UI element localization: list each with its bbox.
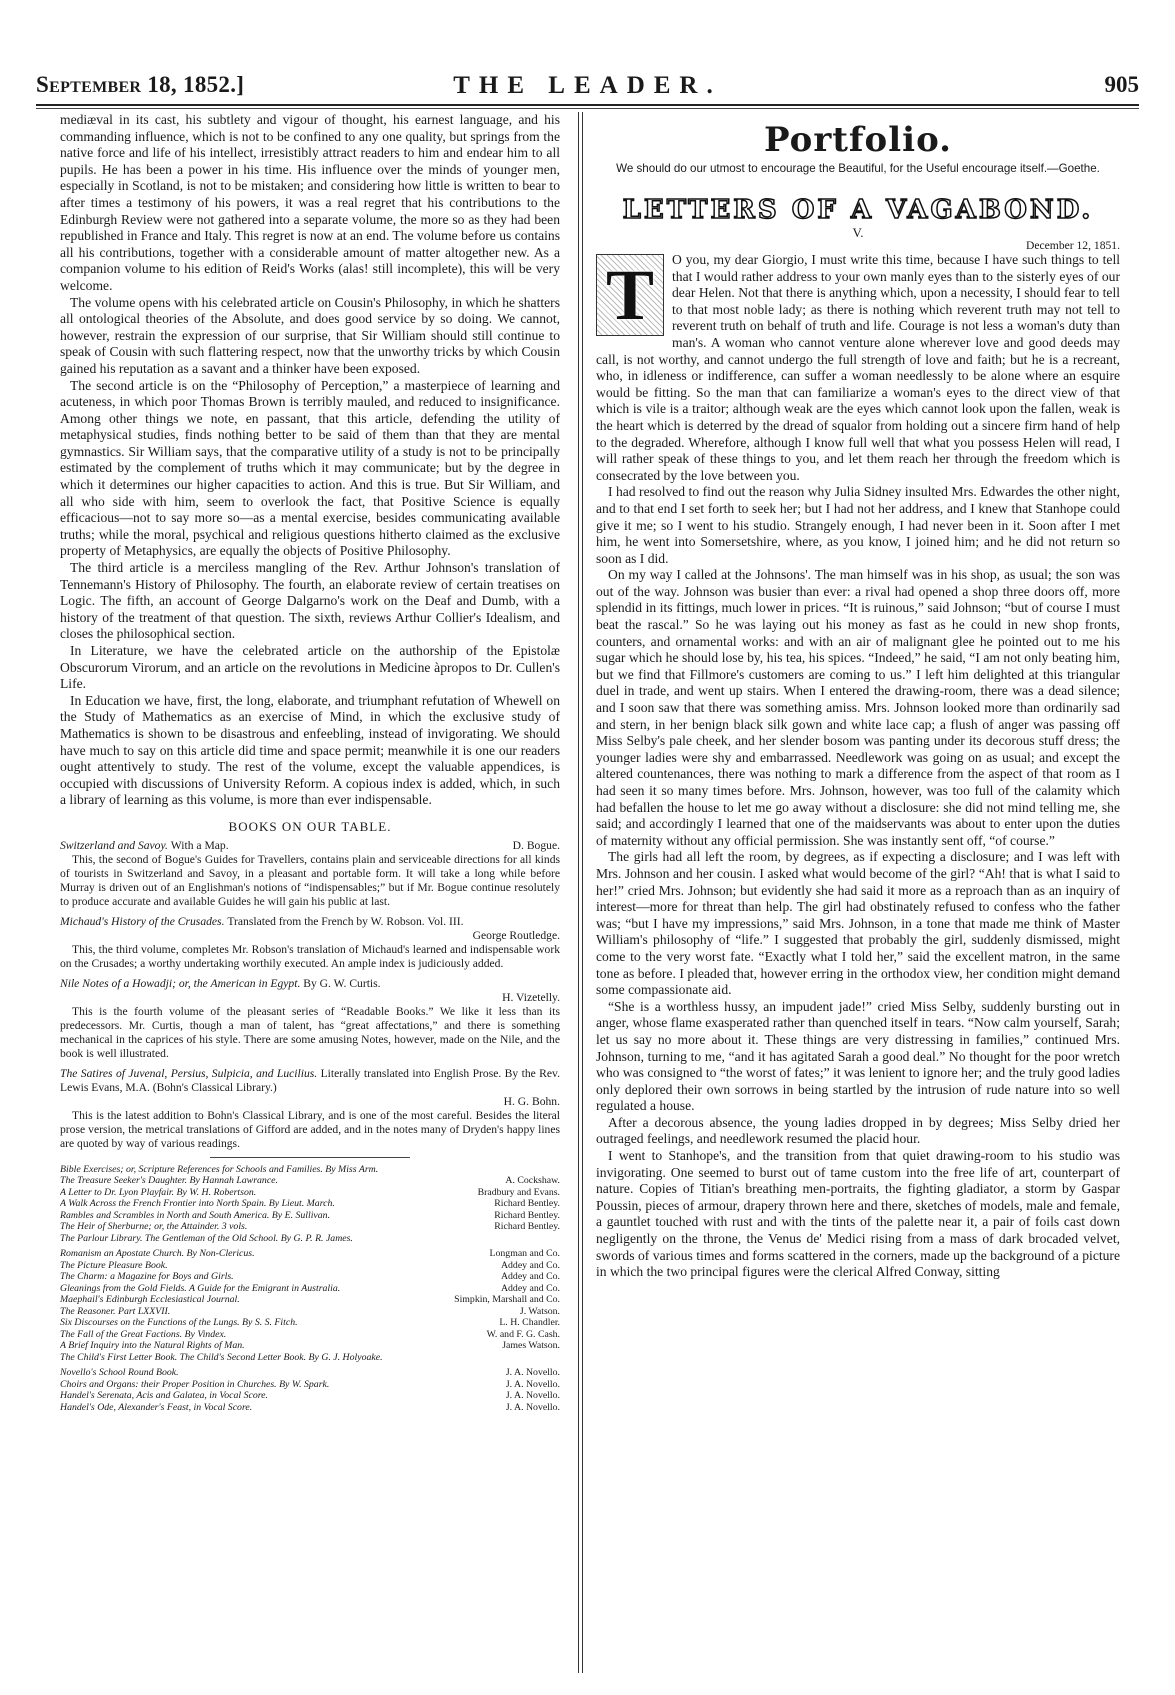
book-entry	[60, 839, 560, 909]
list-item	[60, 1175, 560, 1187]
book-entry	[60, 915, 560, 971]
list-item-title: Bible Exercises; or, Scripture References for Schools and Families. By Miss Arm.	[60, 1163, 379, 1175]
book-extra: With a Map.	[170, 838, 229, 852]
book-publisher: George Routledge.	[472, 928, 560, 942]
list-item-publisher: Longman and Co.	[486, 1248, 560, 1260]
right-column	[596, 112, 1120, 1281]
book-review: This is the latest addition to Bohn's Classical Library, and is one of the most careful. Besides the literal prose version, the metrical translations of Gifford are added, and in the notes many of Dryden's happy lines are quoted by way of various readings.	[60, 1108, 560, 1150]
article-paragraph: In Literature, we have the celebrated article on the authorship of the Epistolæ Obscurorum Virorum, and an article on the revolutions in Medicine àpropos to Dr. Cullen's Life.	[60, 643, 560, 692]
list-item	[60, 1329, 560, 1341]
book-title: Michaud's History of the Crusades.	[60, 914, 225, 928]
book-publisher: H. G. Bohn.	[503, 1094, 560, 1108]
book-title: The Satires of Juvenal, Persius, Sulpicia, and Lucilius.	[60, 1066, 318, 1080]
list-item	[60, 1210, 560, 1222]
list-item	[60, 1164, 560, 1176]
book-entry	[60, 977, 560, 1061]
book-extra: Translated from the French by W. Robson. Vol. III.	[227, 914, 464, 928]
book-review: This, the third volume, completes Mr. Robson's translation of Michaud's learned and indispensable work on the Crusades; a worthy undertaking worthily executed. An ample index is judiciously added.	[60, 942, 560, 970]
section-rule	[210, 1157, 410, 1158]
list-item-publisher: L. H. Chandler.	[495, 1317, 560, 1329]
book-extra: Literally translated into English Prose. By the Rev. Lewis Evans, M.A. (Bohn's Classical Library.)	[60, 1066, 560, 1094]
column-divider	[578, 112, 579, 1673]
list-item-title: Choirs and Organs: their Proper Position in Churches. By W. Spark.	[60, 1378, 330, 1390]
book-entry	[60, 1067, 560, 1151]
list-item-title: Maephail's Edinburgh Ecclesiastical Journal.	[60, 1294, 240, 1306]
list-item-publisher: J. A. Novello.	[502, 1379, 560, 1391]
list-item	[60, 1352, 560, 1364]
list-item	[60, 1317, 560, 1329]
book-heading	[60, 915, 560, 929]
letter-paragraph	[596, 252, 1120, 484]
letter-paragraph: The girls had all left the room, by degrees, as if expecting a disclosure; and I was left with Mrs. Johnson and her cousin. I asked what would become of the girl? “Ah! that is what I said to her!” cried Mrs. Johnson; but evidently she had said it more as a reproach than as an inquiry of interest—more for threat than help. The girl had obstinately refused to confess who the father was; “but I have my impressions,” said Mrs. Johnson, in a tone that made me think of Master William's philosophy of “life.” I suggested that probably the girl, suddenly dismissed, might come to the very worst fate. “Exactly what I told her,” said the excellent matron, in the same tone as before. I pleaded that, however erring in the orthodox view, her condition might demand some compassionate aid.	[596, 849, 1120, 998]
list-item-title: Rambles and Scrambles in North and South America. By E. Sullivan.	[60, 1209, 331, 1221]
list-item-title: A Letter to Dr. Lyon Playfair. By W. H. Robertson.	[60, 1186, 257, 1198]
list-item	[60, 1390, 560, 1402]
list-item-title: The Treasure Seeker's Daughter. By Hannah Lawrance.	[60, 1175, 278, 1187]
page-header	[36, 72, 1139, 102]
letter-paragraph: After a decorous absence, the young ladies dropped in by degrees; Miss Selby dried her outraged feelings, and needlework resumed the placid hour.	[596, 1114, 1120, 1147]
book-publisher: H. Vizetelly.	[502, 990, 560, 1004]
list-item-title: Handel's Ode, Alexander's Feast, in Vocal Score.	[60, 1401, 253, 1413]
article-paragraph: The volume opens with his celebrated article on Cousin's Philosophy, in which he shatters all ontological theories of the Absolute, and does good service by so doing. We cannot, however, restrain the expression of our surprise, that Sir William should still continue to speak of Cousin with such flattering respect, now that the unworthy tricks by which Cousin gained his reputation as a savant and a thinker have been exposed.	[60, 294, 560, 376]
list-item-publisher: J. A. Novello.	[502, 1390, 560, 1402]
list-item-title: A Brief Inquiry into the Natural Rights of Man.	[60, 1340, 245, 1352]
list-item-publisher: A. Cockshaw.	[501, 1175, 560, 1187]
list-item-title: Gleanings from the Gold Fields. A Guide for the Emigrant in Australia.	[60, 1282, 341, 1294]
list-item-title: The Charm: a Magazine for Boys and Girls.	[60, 1271, 234, 1283]
list-item	[60, 1187, 560, 1199]
list-item	[60, 1294, 560, 1306]
list-item	[60, 1198, 560, 1210]
list-item-title: The Child's First Letter Book. The Child's Second Letter Book. By G. J. Holyoake.	[60, 1351, 383, 1363]
letter-paragraph: I went to Stanhope's, and the transition from that quiet drawing-room to his studio was invigorating. One seemed to burst out of tame custom into the free life of art, counterpart of nature. Copies of Titian's breathing men-portraits, the fighting gladiator, a storm by Gaspar Poussin, pieces of armour, drapery thrown here and there, sketches of models, male and female, a gauntlet touched with rust and with the tints of the palette near it, a pair of foils cast down negligently on the throne, the Venus de' Medici rising from a mass of dark brocaded velvet, swords of various times and forms scattered in the corners, made up the background of a picture in which the two principal figures were the clerical Alfred Conway, sitting	[596, 1148, 1120, 1280]
book-review: This is the fourth volume of the pleasant series of “Readable Books.” We like it less than its predecessors. Mr. Curtis, though a man of talent, has “great affectations,” and there is something mechanical in the caprices of his style. There are some amusing Notes, however, made on the Nile, and the book is well illustrated.	[60, 1004, 560, 1060]
list-item-title: The Parlour Library. The Gentleman of the Old School. By G. P. R. James.	[60, 1232, 353, 1244]
header-date: September 18, 1852.]	[36, 72, 245, 97]
list-item	[60, 1340, 560, 1352]
book-publisher: D. Bogue.	[512, 838, 560, 852]
header-rule-thin	[36, 108, 1139, 109]
list-item-title: Six Discourses on the Functions of the Lungs. By S. S. Fitch.	[60, 1317, 298, 1329]
book-title: Nile Notes of a Howadji; or, the American in Egypt.	[60, 976, 301, 990]
header-title: THE LEADER.	[453, 72, 722, 99]
drop-cap	[596, 254, 664, 336]
list-item-title: Romanism an Apostate Church. By Non-Clericus.	[60, 1248, 255, 1260]
list-item-title: Novello's School Round Book.	[60, 1367, 179, 1379]
list-item-publisher: J. A. Novello.	[502, 1367, 560, 1379]
list-item-publisher: W. and F. G. Cash.	[483, 1329, 560, 1341]
book-title: Switzerland and Savoy.	[60, 838, 168, 852]
list-item	[60, 1271, 560, 1283]
list-item	[60, 1402, 560, 1414]
list-item-title: The Picture Pleasure Book.	[60, 1259, 168, 1271]
article-paragraph: In Education we have, first, the long, elaborate, and triumphant refutation of Whewell on the Study of Mathematics as an exercise of Mind, in which the exclusive study of Mathematics is shown to be disastrous and enfeebling, instead of invigorating. We should have much to say on this article did time and space permit; meanwhile it is one our readers ought attentively to study. The rest of the volume, except the valuable appendices, is occupied with discussions of University Reform. A copious index is added, which, in such a library of learning as this volume, is more than ever indispensable.	[60, 692, 560, 808]
list-item-title: The Heir of Sherburne; or, the Attainder. 3 vols.	[60, 1221, 248, 1233]
books-section-title: BOOKS ON OUR TABLE.	[228, 818, 392, 834]
list-item	[60, 1379, 560, 1391]
list-item	[60, 1260, 560, 1272]
list-item-publisher: J. Watson.	[516, 1306, 560, 1318]
list-item-title: Handel's Serenata, Acis and Galatea, in Vocal Score.	[60, 1390, 268, 1402]
drop-cap-letter: T	[605, 255, 655, 335]
portfolio-heading: Portfolio.	[763, 120, 952, 160]
list-item-publisher: Addey and Co.	[497, 1283, 560, 1295]
list-item-publisher: Simpkin, Marshall and Co.	[450, 1294, 560, 1306]
list-item	[60, 1306, 560, 1318]
list-item	[60, 1233, 560, 1245]
letter-date: December 12, 1851.	[1025, 239, 1120, 252]
book-heading	[60, 977, 560, 991]
review-article	[60, 112, 560, 809]
list-item-publisher: Richard Bentley.	[490, 1221, 560, 1233]
book-review: This, the second of Bogue's Guides for Travellers, contains plain and serviceable directions for all kinds of tourists in Switzerland and Savoy, in a pleasant and portable form. It will take a long while before Murray is driven out of an Englishman's notions of “indispensables;” but if Mr. Bogue continue resolutely to produce accurate and available Guides he will gain his public at last.	[60, 852, 560, 908]
article-paragraph: The second article is on the “Philosophy of Perception,” a masterpiece of learning and acuteness, in which poor Thomas Brown is terribly mauled, and reduced to insignificance. Among other things we note, en passant, that this article, defending the utility of metaphysical studies, finds nothing better to be said of them than that they are mental gymnastics. Sir William says, that the comparative utility of a study is not to be principally estimated by the complement of truths which it may communicate; but by the degree in which it determines our higher capacities to action. And this is true. But Sir William, and all who side with him, seem to overlook the fact, that Positive Science is equally efficacious—not to say more so—as a mental exercise, besides communicating available truths; while the moral, psychical and religious questions hitherto claimed as the exclusive property of Metaphysics, are equally the objects of Positive Philosophy.	[60, 377, 560, 559]
list-item-title: The Reasoner. Part LXXVII.	[60, 1305, 171, 1317]
book-heading	[60, 1067, 560, 1095]
header-rule	[36, 104, 1139, 106]
article-paragraph: The third article is a merciless mangling of the Rev. Arthur Johnson's translation of Tennemann's History of Philosophy. The fourth, an elaborate review of certain treatises on Logic. The fifth, an account of George Dalgarno's work on the Deaf and Dumb, with a history of the treatment of that question. The sixth, reviews Arthur Collier's Idealism, and closes the philosophical section.	[60, 560, 560, 642]
list-item	[60, 1221, 560, 1233]
left-column	[60, 112, 560, 1417]
letter-paragraph: I had resolved to find out the reason why Julia Sidney insulted Mrs. Edwardes the other night, and to that end I set forth to seek her; but I had not her address, and I knew that Stanhope could give it me; so I went to his studio. Strangely enough, I had never been in it. Soon after I met him, he went into Somersetshire, where, as you know, I joined him; and he did not return so soon as I did.	[596, 484, 1120, 566]
list-item-title: The Fall of the Great Factions. By Vindex.	[60, 1328, 227, 1340]
list-item	[60, 1283, 560, 1295]
letter-number: V.	[852, 225, 864, 240]
letters-title: LETTERS OF A VAGABOND.	[622, 195, 1094, 225]
list-item	[60, 1367, 560, 1379]
book-heading	[60, 839, 560, 853]
list-item-publisher: J. A. Novello.	[502, 1402, 560, 1414]
portfolio-motto: We should do our utmost to encourage the Beautiful, for the Useful encourage itself.—Goethe.	[616, 162, 1100, 175]
list-item-publisher: Addey and Co.	[497, 1260, 560, 1272]
list-item-publisher: Addey and Co.	[497, 1271, 560, 1283]
letter-paragraph: On my way I called at the Johnsons'. The man himself was in his shop, as usual; the son was out of the way. Johnson was busier than ever: a rival had opened a shop three doors off, more splendid in its fittings, much lower in prices. “It is ruinous,” said Johnson; “but of course I must beat the rascal.” So he was laying out his money as fast as he could in new shop fronts, counters, and ornamental works: and with an air of malignant glee he pointed out to me his sugar which he should lose by, his tea, his spices. “Indeed,” he said, “I am not only beating him, but we find that Fillmore's customers are coming to us.” I left him delighted at this triangular duel in trade, and went up stairs. When I entered the drawing-room, there was a dead silence; and I soon saw that there was something amiss. Mrs. Johnson looked more than ordinarily sad and stern, in her benign black silk gown and white lace cap; a flush of anger was passing off Miss Selby's pale cheek, and her slender bosom was panting under its decorous stuff dress; the younger ladies were shy and embarrassed. Needlework was going on as usual; and except the altered countenances, there was nothing to mark a difference from the aspect of that room as I had seen it so many times before. Mrs. Johnson, however, was too full of the calamity which had befallen the house to let me go away without a disclosure: she did not mind telling me, she said; and accordingly I learned that one of the maidservants was about to enter upon the duties of maternity without any official permission. She was instantly sent off, “of course.”	[596, 567, 1120, 848]
list-group-gap	[60, 1413, 560, 1417]
letter-paragraph: “She is a worthless hussy, an impudent jade!” cried Miss Selby, suddenly bursting out in anger, whose flame exasperated rather than quenched itself in tears. “Now calm yourself, Sarah; let us say no more about it. These things are very distressing in families,” continued Mrs. Johnson, turning to me, “and it has agitated Sarah a good deal.” No thought for the poor wretch who was consigned to “the worst of fates;” it was lenient to ignore her; and the truly good ladies only deplored their own sorrows in being startled by the intrusion of rude nature into so well regulated a house.	[596, 998, 1120, 1114]
page-number: 905	[1104, 72, 1139, 97]
list-item-publisher: Bradbury and Evans.	[474, 1187, 560, 1199]
list-item-publisher: Richard Bentley.	[490, 1198, 560, 1210]
list-item-publisher: James Watson.	[498, 1340, 560, 1352]
list-item-publisher: Richard Bentley.	[490, 1210, 560, 1222]
books-received-list	[60, 1164, 560, 1418]
list-item-title: A Walk Across the French Frontier into North Spain. By Lieut. March.	[60, 1198, 335, 1210]
first-paragraph-text: O you, my dear Giorgio, I must write this time, because I have such things to tell that I would rather address to your own manly eyes than to the sisterly eyes of our dear Helen. Not that there is anything which, upon a necessity, I should fear to tell to that most noble lady; as there is nothing which reverent truth may not tell to reverent truth on behalf of truth and life. Courage is not less a woman's duty than man's. A woman who cannot venture alone wherever love and good deeds may call, is not worthy, and cannot undergo the full strength of love and faith; but he is a recreant, who, in idleness or indifference, can suffer a woman needlessly to be alone where an esquire would be fitting. So the man that can familiarize a woman's eyes to the direct view of that which is vile is a traitor; although weak are the eyes which cannot look upon the fallen, weak is the heart which is deterred by the dread of squalor from holding out a sincere firm hand of help to the degraded. Wherefore, although I know full well that what you possess Helen will read, I will rather speak of these things to you, and let them reach her through the freedom which is consecrated by the love between you.	[596, 252, 1120, 483]
list-item	[60, 1248, 560, 1260]
column-divider-inner	[582, 112, 583, 1673]
book-extra: By G. W. Curtis.	[303, 976, 381, 990]
article-paragraph: mediæval in its cast, his subtlety and vigour of thought, his earnest language, and his commanding influence, which is not to be confined to any one quality, but springs from the native force and life of his intellect, irresistibly attract readers to him and endear him to all pupils. He has been a power in his time. His influence over the minds of younger men, especially in Scotland, is not to be mistaken; and considering how little is written to bear to after times a testimony of his powers, it was a real regret that his contributions to the Edinburgh Review were not gathered into a separate volume, the more so as they had been republished in France and Italy. This regret is now at an end. The volume before us contains all his contributions, together with a considerable amount of matter altogether new. As a companion volume to his edition of Reid's Works (alas! still incomplete), this will be very welcome.	[60, 112, 560, 293]
